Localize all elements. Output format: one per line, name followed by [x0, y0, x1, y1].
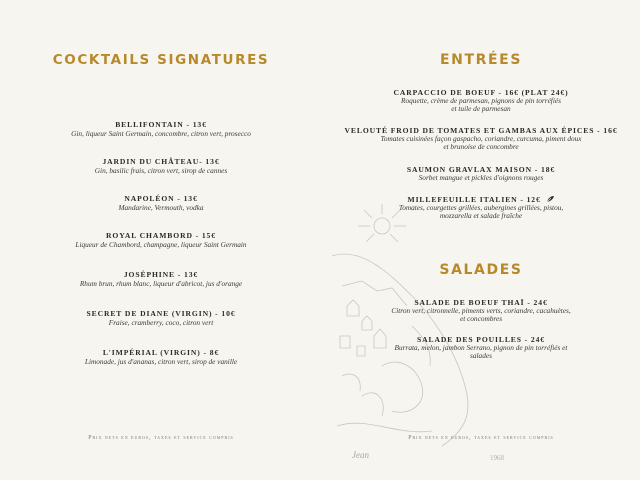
salades-footer: Prix nets en euros, taxes et service compris	[408, 435, 554, 441]
cocktail-item	[0, 120, 322, 138]
entree-item	[322, 88, 640, 113]
cocktail-item	[0, 348, 322, 366]
salades-heading: SALADES	[439, 262, 523, 278]
cocktail-desc: Liqueur de Chambord, champagne, liqueur Saint Germain	[75, 240, 247, 249]
entree-desc-2: mozzarella et salade fraîche	[439, 211, 523, 221]
cocktail-item	[0, 157, 322, 175]
salade-desc: Citron vert, citronnelle, piments verts, coriandre, cacahuètes,	[391, 306, 571, 315]
entree-name: VELOUTÉ FROID DE TOMATES ET GAMBAS AUX ÉPICES - 16€	[344, 126, 618, 135]
salade-name: SALADE DES POUILLES - 24€	[417, 335, 545, 344]
cocktail-name: NAPOLÉON - 13€	[124, 194, 198, 203]
cocktail-name: SECRET DE DIANE (VIRGIN) - 10€	[86, 309, 236, 318]
cocktail-item	[0, 194, 322, 212]
entree-desc: Tomates cuisinées façon gaspacho, coriandre, curcuma, piment doux	[380, 134, 582, 143]
entree-desc-2: et brunoise de concombre	[443, 142, 519, 152]
entree-name: MILLEFEUILLE ITALIEN - 12€	[407, 195, 541, 204]
cocktail-item	[0, 270, 322, 288]
salade-item	[322, 335, 640, 360]
sketch-year: 1968	[490, 454, 504, 462]
entrees-heading: ENTRÉES	[439, 52, 523, 68]
cocktail-desc: Mandarine, Vermouth, vodka	[118, 203, 204, 212]
vegetarian-leaf-icon	[546, 195, 555, 203]
salade-desc-2: et concombres	[459, 314, 503, 324]
entree-desc: Sorbet mangue et pickles d'oignons rouges	[418, 173, 544, 182]
entree-item	[322, 195, 640, 220]
cocktail-desc: Gin, liqueur Saint Germain, concombre, citron vert, prosecco	[71, 129, 251, 138]
cocktail-desc: Gin, basilic frais, citron vert, sirop de cannes	[94, 166, 228, 175]
entree-item	[322, 165, 640, 182]
cocktails-heading: COCKTAILS SIGNATURES	[52, 52, 270, 68]
entree-desc: Roquette, crème de parmesan, pignons de pin torréfiés	[401, 96, 561, 105]
cocktail-desc: Rhum brun, rhum blanc, liqueur d'abricot, jus d'orange	[79, 279, 243, 288]
salade-desc-2: salades	[470, 351, 492, 361]
entree-item	[322, 126, 640, 151]
salade-item	[322, 298, 640, 323]
salade-desc: Burrata, melon, jambon Serrano, pignon de pin torréfiés et	[394, 343, 568, 352]
cocktail-name: JARDIN DU CHÂTEAU- 13€	[102, 157, 220, 166]
food-page	[322, 0, 640, 480]
entree-name: SAUMON GRAVLAX MAISON - 18€	[406, 165, 556, 174]
salade-name: SALADE DE BOEUF THAÏ - 24€	[414, 298, 548, 307]
cocktail-name: BELLIFONTAIN - 13€	[115, 120, 207, 129]
entree-desc: Tomates, courgettes grillées, aubergines grillées, pistou,	[398, 203, 564, 212]
cocktail-name: L'IMPÉRIAL (VIRGIN) - 8€	[102, 348, 220, 357]
entree-name: CARPACCIO DE BOEUF - 16€ (PLAT 24€)	[393, 88, 569, 97]
cocktails-footer: Prix nets en euros, taxes et service compris	[88, 435, 234, 441]
cocktail-item	[0, 231, 322, 249]
cocktail-desc: Limonade, jus d'ananas, citron vert, sirop de vanille	[84, 357, 238, 366]
cocktail-name: JOSÉPHINE - 13€	[123, 270, 199, 279]
cocktail-name: ROYAL CHAMBORD - 15€	[106, 231, 216, 240]
cocktail-item	[0, 309, 322, 327]
entree-desc-2: et tuile de parmesan	[451, 104, 511, 114]
cocktail-desc: Fraise, cramberry, coco, citron vert	[108, 318, 214, 327]
sketch-signature: Jean	[352, 450, 369, 460]
